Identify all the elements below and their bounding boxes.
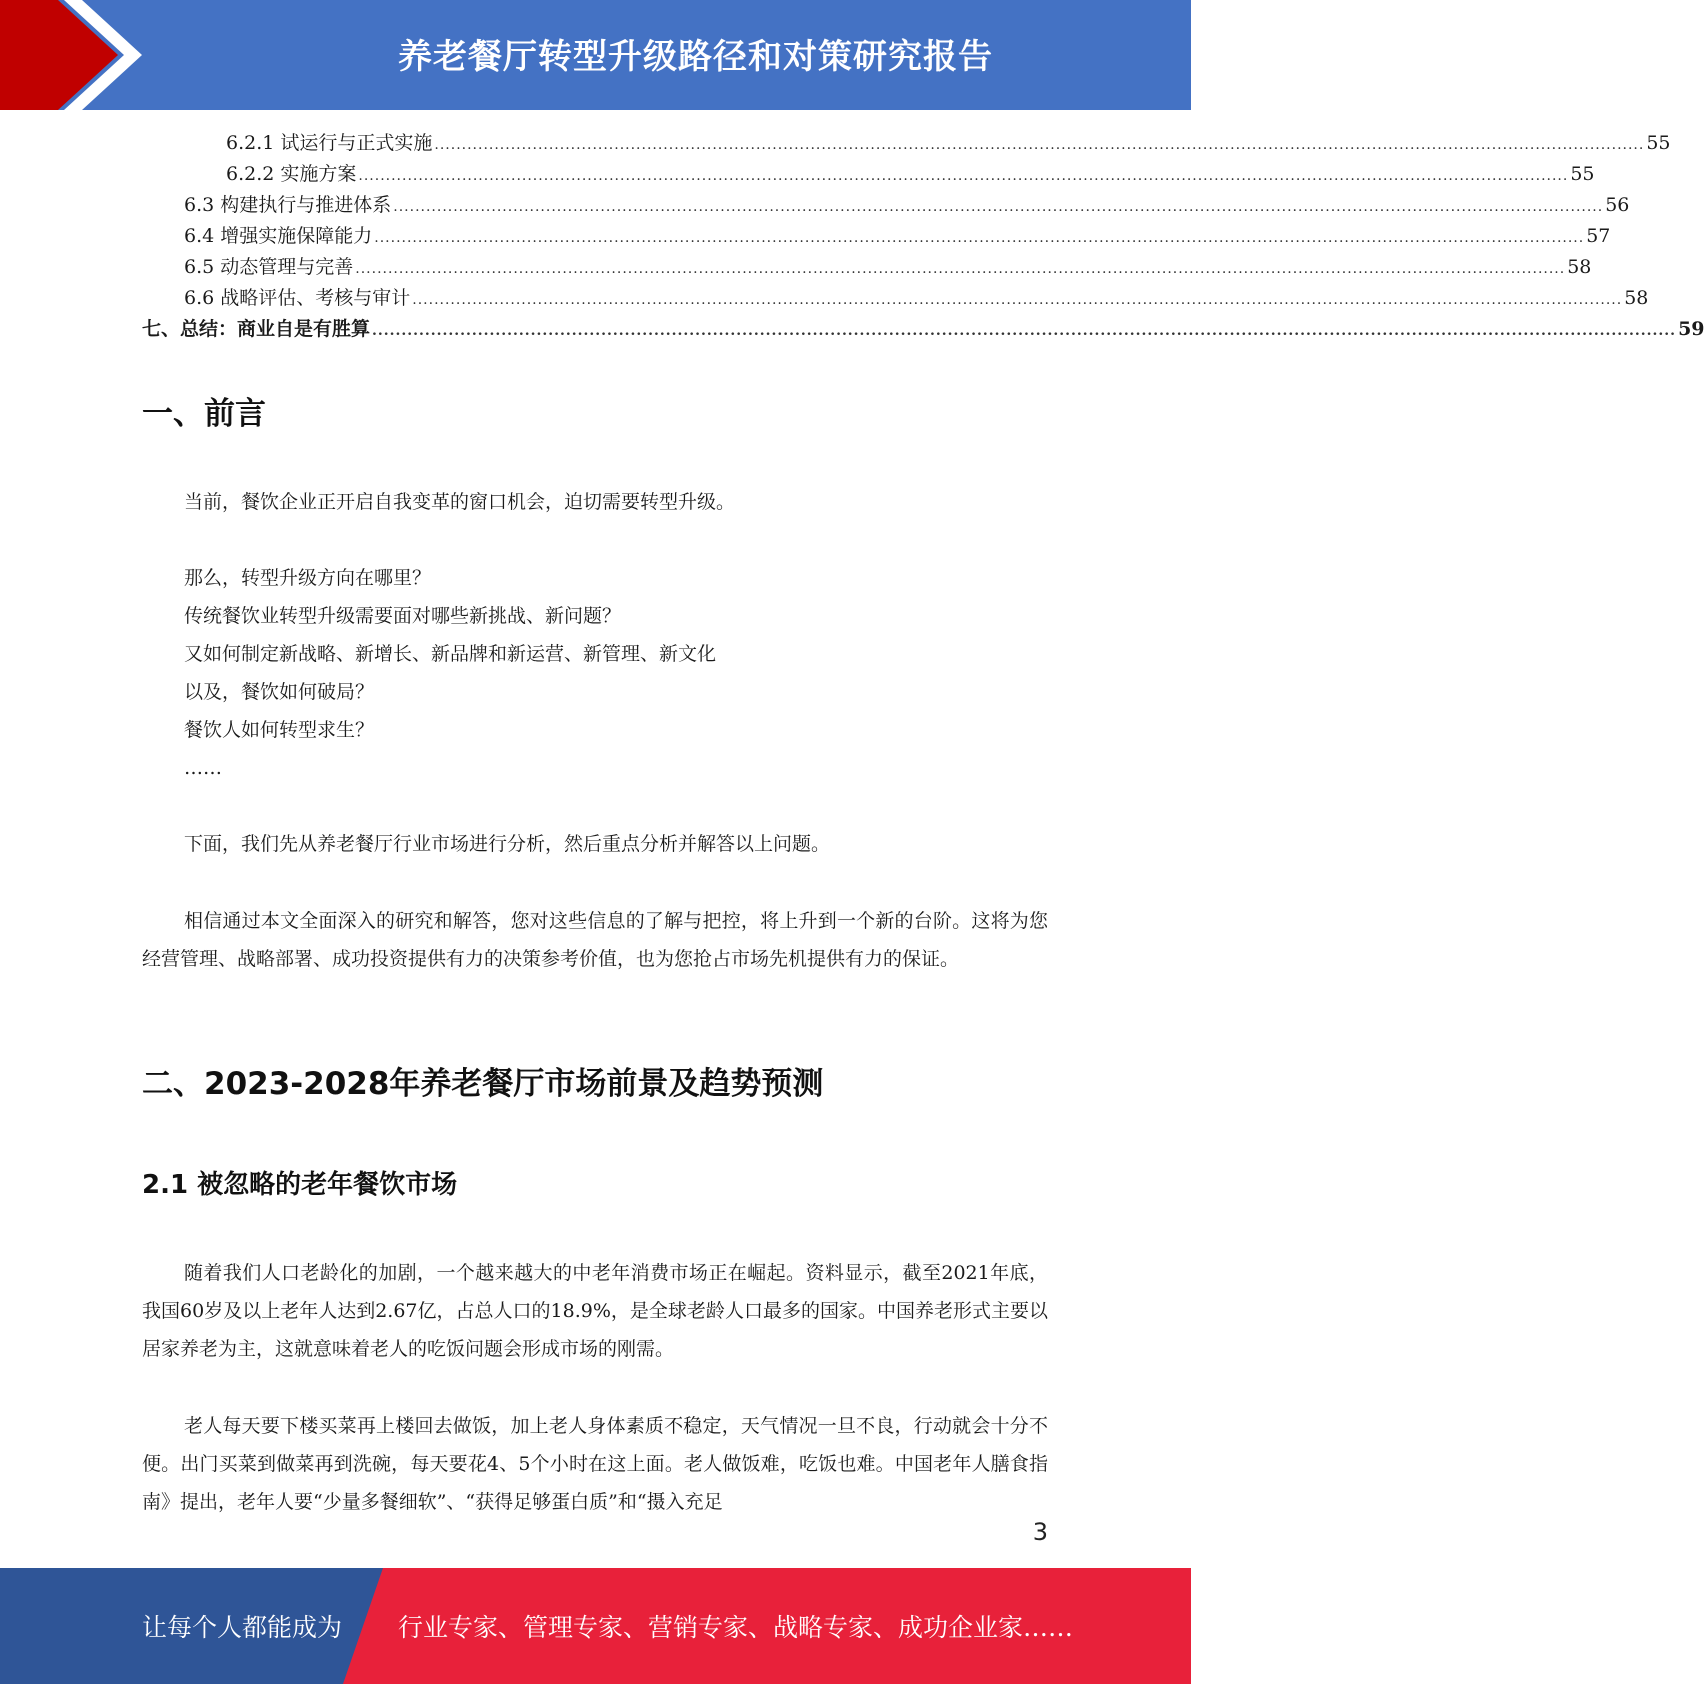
toc-leader-dots: ..............................................................................................................................................................................................................................	[374, 230, 1585, 246]
paragraph-wrap	[142, 825, 1048, 863]
list-item: 又如何制定新战略、新增长、新品牌和新运营、新管理、新文化	[184, 643, 717, 665]
toc-entry[interactable]	[142, 190, 1630, 221]
paragraph-wrap	[142, 483, 1048, 521]
toc-entry-label: 6.2.2 实施方案	[226, 163, 357, 185]
paragraph-wrap	[142, 902, 1048, 978]
question-list	[142, 559, 1048, 787]
toc-entry-label: 6.6 战略评估、考核与审计	[184, 287, 411, 309]
paragraph: 老人每天要下楼买菜再上楼回去做饭，加上老人身体素质不稳定，天气情况一旦不良，行动就会十分不便。出门买菜到做菜再到洗碗，每天要花4、5个小时在这上面。老人做饭难，吃饭也难。中国老年人膳食指南》提出，老年人要“少量多餐细软”、“获得足够蛋白质”和“摄入充足	[142, 1415, 1048, 1513]
toc-leader-dots: ..............................................................................................................................................................................................................................	[372, 323, 1677, 339]
paragraph: 下面，我们先从养老餐厅行业市场进行分析，然后重点分析并解答以上问题。	[184, 833, 831, 855]
toc-entry-label: 6.3 构建执行与推进体系	[184, 194, 392, 216]
toc-entry[interactable]	[142, 221, 1611, 252]
list-item: 传统餐饮业转型升级需要面对哪些新挑战、新问题？	[184, 605, 622, 627]
table-of-contents	[142, 128, 1705, 345]
subsection-heading-wrap	[142, 1164, 1048, 1201]
page-footer	[0, 1568, 1191, 1684]
toc-entry[interactable]	[142, 128, 1671, 159]
section-heading: 二、2023-2028年养老餐厅市场前景及趋势预测	[142, 1066, 824, 1102]
paragraph: 相信通过本文全面深入的研究和解答，您对这些信息的了解与把控，将上升到一个新的台阶。这将为您经营管理、战略部署、成功投资提供有力的决策参考价值，也为您抢占市场先机提供有力的保证。	[142, 910, 1048, 970]
subsection-heading: 2.1 被忽略的老年餐饮市场	[142, 1170, 458, 1200]
paragraph-wrap	[142, 1254, 1048, 1368]
toc-leader-dots: ..............................................................................................................................................................................................................................	[393, 199, 1604, 215]
footer-slogan-right: 行业专家、管理专家、营销专家、战略专家、成功企业家……	[398, 1613, 1074, 1642]
toc-entry[interactable]	[142, 314, 1705, 345]
toc-leader-dots: ..............................................................................................................................................................................................................................	[358, 168, 1569, 184]
toc-entry-page: 56	[1605, 194, 1630, 216]
paragraph-wrap	[142, 1407, 1048, 1521]
paragraph: 当前，餐饮企业正开启自我变革的窗口机会，迫切需要转型升级。	[184, 491, 736, 513]
section-heading-wrap	[142, 1058, 1048, 1103]
toc-entry[interactable]	[142, 252, 1592, 283]
list-item: 以及，餐饮如何破局？	[184, 681, 375, 703]
page-number: 3	[1032, 1518, 1048, 1546]
page-header	[0, 0, 1191, 110]
toc-leader-dots: ..............................................................................................................................................................................................................................	[434, 137, 1645, 153]
header-red-arrow	[0, 0, 150, 110]
section-heading-wrap	[142, 388, 1048, 433]
toc-entry[interactable]	[142, 159, 1595, 190]
toc-entry-page: 57	[1586, 225, 1611, 247]
toc-leader-dots: ..............................................................................................................................................................................................................................	[412, 292, 1623, 308]
toc-entry-page: 55	[1570, 163, 1595, 185]
toc-entry-label: 6.5 动态管理与完善	[184, 256, 354, 278]
toc-entry-page: 55	[1646, 132, 1671, 154]
footer-slogan-left: 让每个人都能成为	[142, 1613, 343, 1642]
section-heading: 一、前言	[142, 396, 266, 432]
paragraph: 随着我们人口老龄化的加剧，一个越来越大的中老年消费市场正在崛起。资料显示，截至2021年底，我国60岁及以上老年人达到2.67亿，占总人口的18.9%，是全球老龄人口最多的国家。中国养老形式主要以居家养老为主，这就意味着老人的吃饭问题会形成市场的刚需。	[142, 1262, 1048, 1360]
toc-entry[interactable]	[142, 283, 1649, 314]
toc-entry-label: 6.2.1 试运行与正式实施	[226, 132, 433, 154]
list-item: 餐饮人如何转型求生？	[184, 719, 375, 741]
list-item: 那么，转型升级方向在哪里？	[184, 567, 432, 589]
toc-entry-label: 七、总结：商业自是有胜算	[142, 318, 371, 340]
header-title: 养老餐厅转型升级路径和对策研究报告	[398, 36, 993, 77]
toc-entry-page: 58	[1624, 287, 1649, 309]
toc-entry-page: 59	[1678, 318, 1705, 340]
toc-entry-label: 6.4 增强实施保障能力	[184, 225, 373, 247]
toc-entry-page: 58	[1567, 256, 1592, 278]
list-item: ……	[184, 757, 222, 779]
toc-leader-dots: ..............................................................................................................................................................................................................................	[355, 261, 1566, 277]
